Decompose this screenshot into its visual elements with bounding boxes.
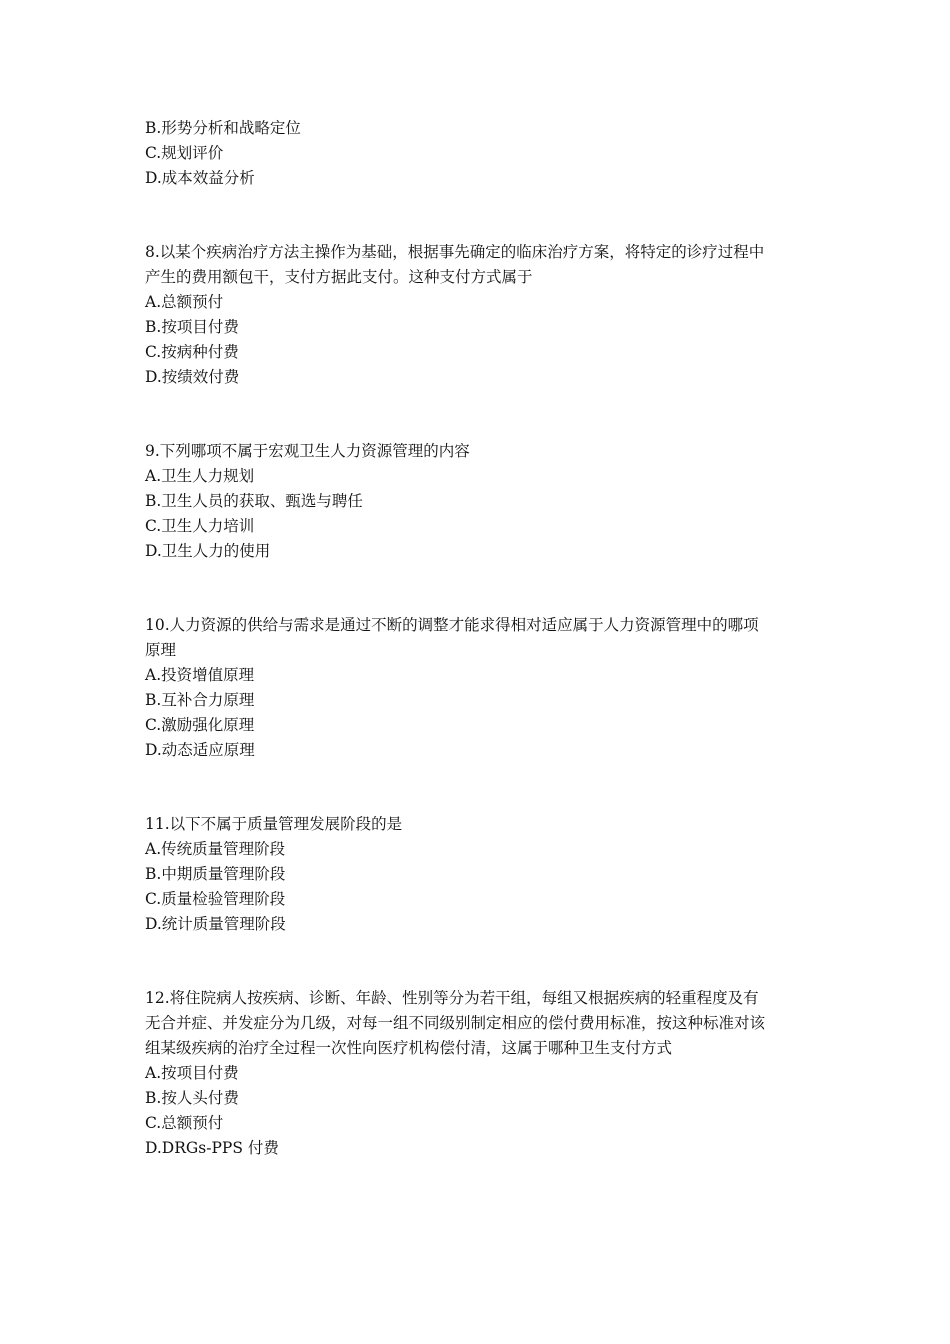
- question-8: [145, 240, 815, 390]
- question-stem-line: 11.以下不属于质量管理发展阶段的是: [145, 815, 403, 833]
- option-b: B.形势分析和战略定位: [145, 119, 301, 137]
- option-a: A.按项目付费: [145, 1064, 239, 1082]
- option-b: B.中期质量管理阶段: [145, 865, 286, 883]
- spacer: [145, 564, 815, 613]
- option-c: C.激励强化原理: [145, 716, 255, 734]
- option-b: B.按项目付费: [145, 318, 239, 336]
- question-10: [145, 613, 815, 763]
- question-list: [145, 116, 815, 1161]
- question-stem-line: 原理: [145, 641, 177, 659]
- option-d: D.动态适应原理: [145, 741, 255, 759]
- option-a: A.总额预付: [145, 293, 224, 311]
- option-c: C.总额预付: [145, 1114, 224, 1132]
- question-7-continued: [145, 116, 815, 191]
- question-stem-line: 无合并症、并发症分为几级，对每一组不同级别制定相应的偿付费用标准，按这种标准对该: [145, 1014, 766, 1032]
- option-d: D.卫生人力的使用: [145, 542, 271, 560]
- option-a: A.卫生人力规划: [145, 467, 255, 485]
- option-b: B.按人头付费: [145, 1089, 239, 1107]
- spacer: [145, 763, 815, 812]
- question-stem-line: 10.人力资源的供给与需求是通过不断的调整才能求得相对适应属于人力资源管理中的哪项: [145, 616, 759, 634]
- option-a: A.传统质量管理阶段: [145, 840, 286, 858]
- option-d: D.DRGs-PPS 付费: [145, 1139, 279, 1157]
- spacer: [145, 937, 815, 986]
- question-12: [145, 986, 815, 1161]
- spacer: [145, 191, 815, 240]
- option-c: C.规划评价: [145, 144, 224, 162]
- option-b: B.卫生人员的获取、甄选与聘任: [145, 492, 363, 510]
- spacer: [145, 390, 815, 439]
- question-9: [145, 439, 815, 564]
- option-c: C.卫生人力培训: [145, 517, 255, 535]
- option-b: B.互补合力原理: [145, 691, 255, 709]
- option-a: A.投资增值原理: [145, 666, 255, 684]
- option-d: D.成本效益分析: [145, 169, 255, 187]
- option-c: C.质量检验管理阶段: [145, 890, 286, 908]
- question-stem-line: 12.将住院病人按疾病、诊断、年龄、性别等分为若干组，每组又根据疾病的轻重程度及有: [145, 989, 759, 1007]
- question-11: [145, 812, 815, 937]
- question-stem-line: 9.下列哪项不属于宏观卫生人力资源管理的内容: [145, 442, 470, 460]
- option-d: D.统计质量管理阶段: [145, 915, 286, 933]
- question-stem-line: 产生的费用额包干，支付方据此支付。这种支付方式属于: [145, 268, 533, 286]
- question-stem-line: 8.以某个疾病治疗方法主操作为基础，根据事先确定的临床治疗方案，将特定的诊疗过程中: [145, 243, 765, 261]
- option-c: C.按病种付费: [145, 343, 239, 361]
- option-d: D.按绩效付费: [145, 368, 240, 386]
- question-stem-line: 组某级疾病的治疗全过程一次性向医疗机构偿付清，这属于哪种卫生支付方式: [145, 1039, 673, 1057]
